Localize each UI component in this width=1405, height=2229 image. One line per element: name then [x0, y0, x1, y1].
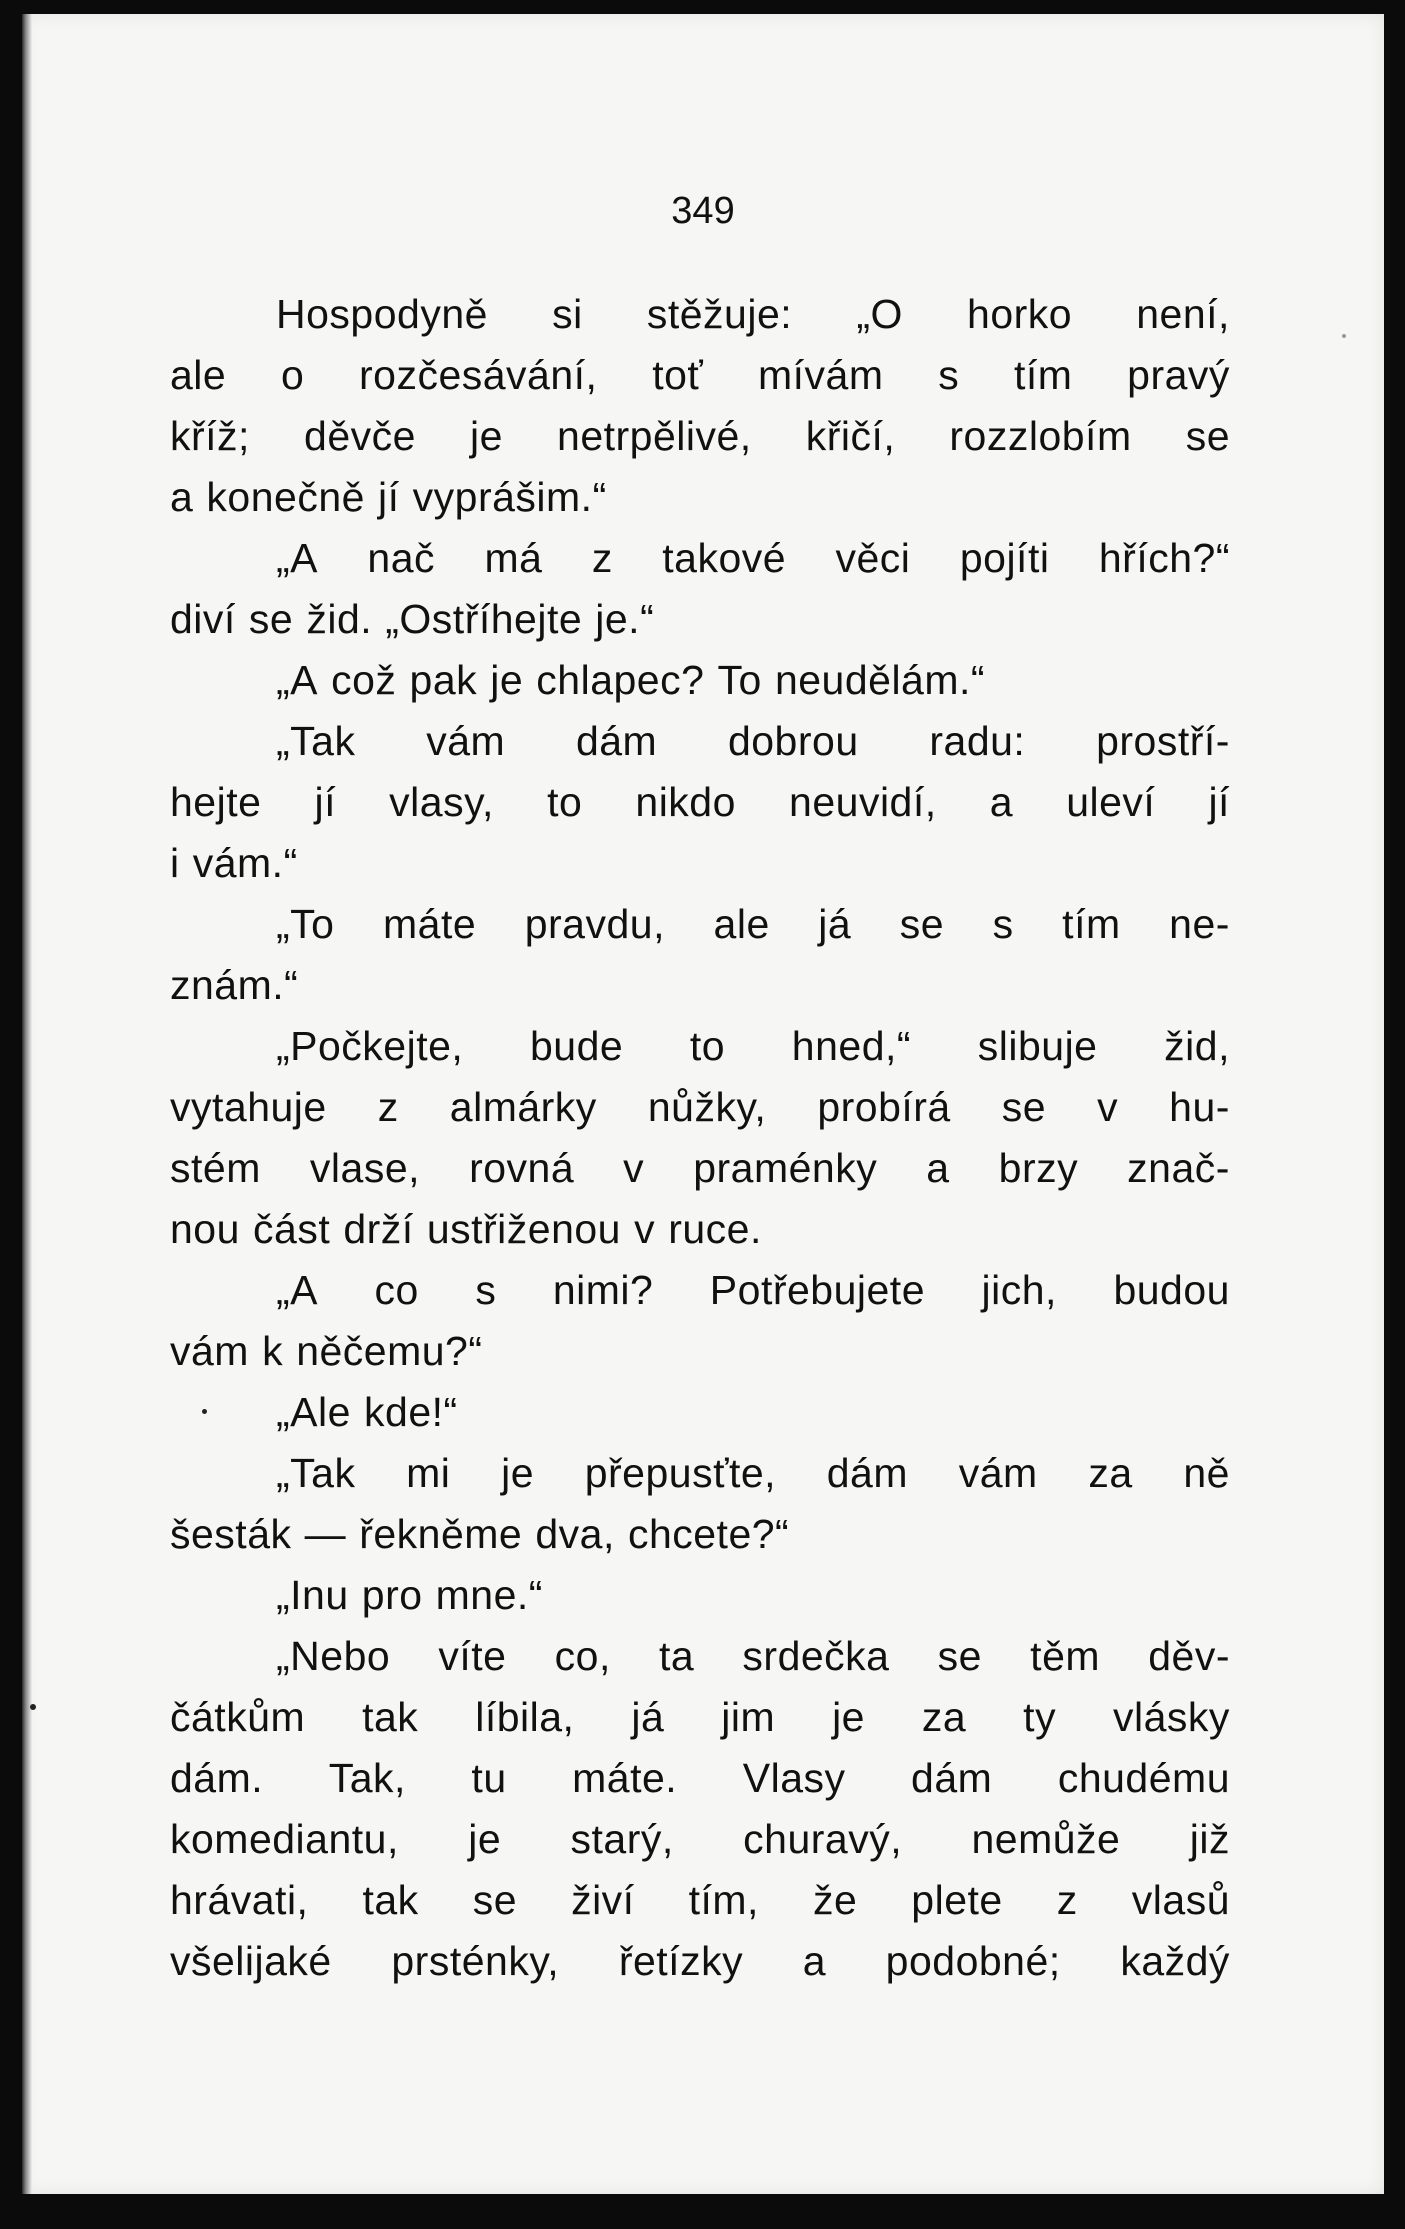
word: si	[552, 291, 583, 337]
word: v	[634, 1206, 656, 1252]
word: s	[992, 901, 1014, 947]
word: chcete?“	[627, 1511, 790, 1557]
word: pojíti	[959, 535, 1050, 581]
word: jí	[314, 779, 337, 825]
word: i	[170, 840, 180, 886]
word: —	[304, 1511, 347, 1557]
word: hrávati,	[170, 1877, 309, 1923]
word: se	[1185, 413, 1230, 459]
word: já	[818, 901, 852, 947]
word: křičí,	[805, 413, 896, 459]
word: živí	[571, 1877, 635, 1923]
word: almárky	[449, 1084, 597, 1130]
word: vlásky	[1113, 1694, 1230, 1740]
word: s	[475, 1267, 497, 1313]
word: praménky	[693, 1145, 878, 1191]
word: dám.	[170, 1755, 264, 1801]
word: uleví	[1066, 779, 1156, 825]
word: brzy	[998, 1145, 1079, 1191]
word: každý	[1120, 1938, 1230, 1984]
text-line	[170, 711, 1230, 772]
word: komediantu,	[170, 1816, 399, 1862]
word: mi	[406, 1450, 451, 1496]
text-line	[170, 1321, 1230, 1382]
book-page	[22, 14, 1384, 2194]
word: starý,	[570, 1816, 674, 1862]
word: tím	[1013, 352, 1073, 398]
word: „Počkejte,	[276, 1023, 464, 1069]
word: se	[1001, 1084, 1047, 1130]
word: neudělám.“	[774, 657, 986, 703]
word: víte	[438, 1633, 507, 1679]
word: chlapec?	[536, 657, 705, 703]
word: vám	[426, 718, 506, 764]
text-line	[170, 1077, 1230, 1138]
word: budou	[1113, 1267, 1230, 1313]
text-line	[170, 1260, 1230, 1321]
word: ale	[713, 901, 770, 947]
page-number: 349	[671, 190, 735, 232]
word: To	[717, 657, 762, 703]
word: máte.	[572, 1755, 678, 1801]
text-line	[170, 528, 1230, 589]
text-line	[170, 1748, 1230, 1809]
text-line	[170, 894, 1230, 955]
word: churavý,	[743, 1816, 903, 1862]
word: dobrou	[727, 718, 859, 764]
word: znám.“	[170, 962, 299, 1008]
word: neuvidí,	[789, 779, 937, 825]
word: šesták	[170, 1511, 292, 1557]
word: drží	[343, 1206, 414, 1252]
word: hřích?“	[1098, 535, 1230, 581]
word: radu:	[929, 718, 1026, 764]
word: „Ale	[276, 1389, 351, 1435]
word: z	[377, 1084, 399, 1130]
word: takové	[662, 535, 787, 581]
word: tím	[1062, 901, 1121, 947]
text-line	[170, 1504, 1230, 1565]
body-text	[170, 284, 1230, 1992]
word: děv-	[1148, 1633, 1230, 1679]
word: se	[937, 1633, 982, 1679]
word: jim	[721, 1694, 776, 1740]
word: stěžuje:	[646, 291, 793, 337]
word: s	[938, 352, 960, 398]
word: již	[1189, 1816, 1230, 1862]
word: dám	[826, 1450, 908, 1496]
word: prsténky,	[391, 1938, 560, 1984]
word: rozčesávání,	[359, 352, 598, 398]
word: je	[490, 657, 524, 703]
word: všelijaké	[170, 1938, 332, 1984]
text-line	[170, 650, 1230, 711]
word: já	[631, 1694, 665, 1740]
word: to	[547, 779, 583, 825]
word: ustřiženou	[426, 1206, 621, 1252]
text-line	[170, 1809, 1230, 1870]
word: ne-	[1169, 901, 1230, 947]
word: Tak,	[328, 1755, 406, 1801]
print-speck	[202, 1409, 207, 1414]
word: probírá	[817, 1084, 951, 1130]
word: přepusťte,	[584, 1450, 777, 1496]
word: mne.“	[435, 1572, 543, 1618]
word: se	[899, 901, 945, 947]
text-line	[170, 1565, 1230, 1626]
word: se	[248, 596, 294, 642]
word: což	[331, 657, 397, 703]
text-line	[170, 406, 1230, 467]
word: ně	[1183, 1450, 1230, 1496]
word: Hospodyně	[276, 291, 488, 337]
word: se	[472, 1877, 518, 1923]
word: dám	[911, 1755, 993, 1801]
word: ruce.	[668, 1206, 762, 1252]
word: je	[832, 1694, 865, 1740]
word: z	[591, 535, 613, 581]
word: „Ostříhejte	[385, 596, 583, 642]
word: máte	[383, 901, 477, 947]
text-line	[170, 284, 1230, 345]
word: co,	[554, 1633, 611, 1679]
word: a	[170, 474, 194, 520]
word: rozzlobím	[949, 413, 1132, 459]
word: „Nebo	[276, 1633, 391, 1679]
word: konečně	[206, 474, 365, 520]
word: chudému	[1057, 1755, 1230, 1801]
text-line	[170, 467, 1230, 528]
text-line	[170, 345, 1230, 406]
word: jich,	[981, 1267, 1057, 1313]
word: něčemu?“	[296, 1328, 483, 1374]
print-speck	[30, 1704, 36, 1710]
text-line	[170, 772, 1230, 833]
text-line	[170, 589, 1230, 650]
word: tak	[362, 1877, 419, 1923]
word: věci	[835, 535, 911, 581]
word: tu	[471, 1755, 507, 1801]
word: vlasy,	[389, 779, 494, 825]
word: znač-	[1127, 1145, 1230, 1191]
word: „Inu	[276, 1572, 349, 1618]
word: „Tak	[276, 1450, 356, 1496]
word: v	[1097, 1084, 1119, 1130]
text-line	[170, 1443, 1230, 1504]
word: „Tak	[276, 718, 356, 764]
text-line	[170, 1931, 1230, 1992]
word: „To	[276, 901, 335, 947]
word: kříž;	[170, 413, 250, 459]
word: žid.	[306, 596, 373, 642]
word: tím,	[688, 1877, 759, 1923]
word: vyprášim.“	[412, 474, 607, 520]
word: vám	[170, 1328, 249, 1374]
text-line	[170, 1016, 1230, 1077]
word: část	[253, 1206, 331, 1252]
word: horko	[967, 291, 1073, 337]
word: líbila,	[475, 1694, 575, 1740]
word: Vlasy	[742, 1755, 846, 1801]
word: to	[689, 1023, 726, 1069]
word: za	[1088, 1450, 1133, 1496]
word: dva,	[535, 1511, 615, 1557]
word: tak	[362, 1694, 419, 1740]
word: „A	[276, 535, 318, 581]
word: vám.“	[192, 840, 298, 886]
word: co	[374, 1267, 419, 1313]
word: řekněme	[359, 1511, 523, 1557]
word: vlase,	[309, 1145, 421, 1191]
word: ty	[1023, 1694, 1057, 1740]
word: k	[262, 1328, 284, 1374]
word: vlasů	[1131, 1877, 1230, 1923]
word: pro	[361, 1572, 423, 1618]
word: děvče	[304, 413, 416, 459]
word: řetízky	[618, 1938, 744, 1984]
page-binding-edge	[22, 14, 32, 2194]
word: vám	[958, 1450, 1038, 1496]
word: prostří-	[1096, 718, 1230, 764]
word: o	[280, 352, 305, 398]
word: není,	[1136, 291, 1230, 337]
word: ale	[170, 352, 227, 398]
word: srdečka	[742, 1633, 890, 1679]
word: pravdu,	[524, 901, 665, 947]
word: vytahuje	[170, 1084, 327, 1130]
word: dám	[575, 718, 658, 764]
word: nemůže	[971, 1816, 1121, 1862]
word: „A	[276, 1267, 318, 1313]
word: pak	[409, 657, 478, 703]
word: nůžky,	[647, 1084, 767, 1130]
word: jí	[1208, 779, 1230, 825]
word: v	[623, 1145, 645, 1191]
word: jí	[378, 474, 400, 520]
word: hejte	[170, 779, 262, 825]
text-line	[170, 1626, 1230, 1687]
text-line	[170, 833, 1230, 894]
word: nou	[170, 1206, 240, 1252]
word: kde!“	[364, 1389, 458, 1435]
word: podobné;	[885, 1938, 1061, 1984]
word: slibuje	[977, 1023, 1098, 1069]
text-line	[170, 1199, 1230, 1260]
word: nimi?	[552, 1267, 654, 1313]
word: a	[926, 1145, 950, 1191]
word: je	[470, 413, 503, 459]
word: za	[921, 1694, 967, 1740]
text-line	[170, 1870, 1230, 1931]
word: mívám	[758, 352, 884, 398]
word: bude	[530, 1023, 624, 1069]
word: rovná	[469, 1145, 575, 1191]
word: hned,“	[791, 1023, 912, 1069]
word: těm	[1030, 1633, 1101, 1679]
word: toť	[652, 352, 704, 398]
word: žid,	[1164, 1023, 1230, 1069]
word: hu-	[1169, 1084, 1230, 1130]
text-line	[170, 1687, 1230, 1748]
text-line	[170, 1138, 1230, 1199]
word: „A	[276, 657, 318, 703]
word: čátkům	[170, 1694, 306, 1740]
text-line	[170, 955, 1230, 1016]
word: že	[812, 1877, 858, 1923]
word: stém	[170, 1145, 261, 1191]
word: z	[1056, 1877, 1078, 1923]
word: je	[468, 1816, 502, 1862]
text-line	[170, 1382, 1230, 1443]
word: Potřebujete	[709, 1267, 926, 1313]
word: nikdo	[635, 779, 736, 825]
word: a	[802, 1938, 827, 1984]
word: „O	[856, 291, 903, 337]
word: je.“	[595, 596, 655, 642]
word: ta	[659, 1633, 695, 1679]
word: je	[501, 1450, 535, 1496]
word: a	[989, 779, 1014, 825]
print-speck	[1342, 334, 1346, 338]
word: diví	[170, 596, 236, 642]
word: plete	[911, 1877, 1003, 1923]
word: pravý	[1127, 352, 1230, 398]
word: netrpělivé,	[557, 413, 752, 459]
word: má	[484, 535, 543, 581]
word: nač	[367, 535, 436, 581]
